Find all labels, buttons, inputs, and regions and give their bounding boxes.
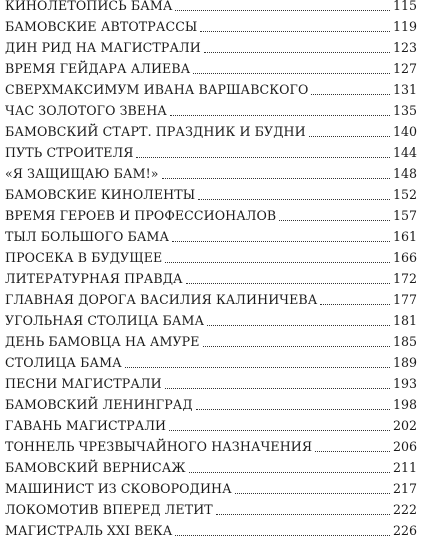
- toc-entry-page: 144: [392, 145, 417, 160]
- dot-leader: [200, 30, 390, 32]
- dot-leader: [207, 324, 390, 326]
- toc-entry: [5, 59, 417, 79]
- toc-entry: [5, 479, 417, 499]
- toc-entry-title: БАМОВСКИЙ ВЕРНИСАЖ: [5, 460, 186, 475]
- dot-leader: [193, 72, 390, 74]
- dot-leader: [165, 387, 390, 389]
- toc-entry-title: ПЕСНИ МАГИСТРАЛИ: [5, 376, 162, 391]
- toc-entry-title: ВРЕМЯ ГЕЙДАРА АЛИЕВА: [5, 61, 191, 76]
- dot-leader: [320, 303, 390, 305]
- toc-entry-page: 157: [392, 208, 417, 223]
- toc-entry-page: 140: [392, 124, 417, 139]
- toc-entry-page: 185: [392, 334, 417, 349]
- toc-entry-title: МАШИНИСТ ИЗ СКОВОРОДИНА: [5, 481, 232, 496]
- toc-entry: [5, 248, 417, 268]
- toc-entry-page: 202: [392, 418, 417, 433]
- toc-entry: [5, 416, 417, 436]
- dot-leader: [279, 219, 390, 221]
- toc-entry: [5, 17, 417, 37]
- dot-leader: [186, 282, 390, 284]
- dot-leader: [169, 429, 390, 431]
- toc-entry-title: УГОЛЬНАЯ СТОЛИЦА БАМА: [5, 313, 205, 328]
- toc-entry: [5, 332, 417, 352]
- dot-leader: [165, 261, 390, 263]
- toc-entry: [5, 38, 417, 58]
- toc-entry: [5, 353, 417, 373]
- toc-entry-title: СВЕРХМАКСИМУМ ИВАНА ВАРШАВСКОГО: [5, 82, 309, 97]
- toc-entry: [5, 164, 417, 184]
- dot-leader: [309, 135, 390, 137]
- toc-entry-title: ДЕНЬ БАМОВЦА НА АМУРЕ: [5, 334, 200, 349]
- toc-entry-page: 172: [392, 271, 417, 286]
- toc-entry-title: БАМОВСКИЙ СТАРТ. ПРАЗДНИК И БУДНИ: [5, 124, 306, 139]
- toc-entry: [5, 122, 417, 142]
- dot-leader: [175, 9, 389, 11]
- toc-entry-title: ГЛАВНАЯ ДОРОГА ВАСИЛИЯ КАЛИНИЧЕВА: [5, 292, 318, 307]
- toc-entry-title: ЛИТЕРАТУРНАЯ ПРАВДА: [5, 271, 183, 286]
- toc-entry: [5, 206, 417, 226]
- toc-entry: [5, 374, 417, 394]
- dot-leader: [162, 177, 390, 179]
- toc-entry-title: ВРЕМЯ ГЕРОЕВ И ПРОФЕССИОНАЛОВ: [5, 208, 277, 223]
- toc-entry-title: ЧАС ЗОЛОТОГО ЗВЕНА: [5, 103, 167, 118]
- toc-entry: [5, 311, 417, 331]
- toc-entry-page: 152: [392, 187, 417, 202]
- toc-entry-page: 148: [392, 166, 417, 181]
- toc-entry-title: БАМОВСКИЙ ЛЕНИНГРАД: [5, 397, 193, 412]
- dot-leader: [203, 345, 390, 347]
- toc-entry-page: 189: [392, 355, 417, 370]
- toc-entry-page: 161: [392, 229, 417, 244]
- dot-leader: [235, 492, 390, 494]
- toc-entry-page: 193: [392, 376, 417, 391]
- toc-entry-page: 181: [392, 313, 417, 328]
- dot-leader: [198, 198, 390, 200]
- toc-entry-page: 135: [392, 103, 417, 118]
- toc-entry-title: ПУТЬ СТРОИТЕЛЯ: [5, 145, 134, 160]
- toc-entry-title: ПРОСЕКА В БУДУЩЕЕ: [5, 250, 163, 265]
- toc-entry-title: «Я ЗАЩИЩАЮ БАМ!»: [5, 166, 159, 181]
- toc-entry: [5, 101, 417, 121]
- dot-leader: [311, 93, 390, 95]
- toc-entry-page: 119: [392, 19, 417, 34]
- toc-entry-page: 177: [392, 292, 417, 307]
- toc-entry-page: 211: [392, 460, 417, 475]
- toc-entry-title: КИНОЛЕТОПИСЬ БАМА: [5, 0, 173, 13]
- dot-leader: [170, 114, 390, 116]
- dot-leader: [175, 534, 390, 536]
- dot-leader: [196, 408, 390, 410]
- toc-entry-title: МАГИСТРАЛЬ XXI ВЕКА: [5, 523, 173, 538]
- toc-entry: [5, 395, 417, 415]
- dot-leader: [216, 513, 390, 515]
- toc-entry-title: БАМОВСКИЕ КИНОЛЕНТЫ: [5, 187, 196, 202]
- toc-entry-title: ТОННЕЛЬ ЧРЕЗВЫЧАЙНОГО НАЗНАЧЕНИЯ: [5, 439, 313, 454]
- dot-leader: [315, 450, 390, 452]
- toc-entry-title: ТЫЛ БОЛЬШОГО БАМА: [5, 229, 170, 244]
- dot-leader: [125, 366, 390, 368]
- dot-leader: [204, 51, 390, 53]
- toc-entry: [5, 500, 417, 520]
- dot-leader: [189, 471, 390, 473]
- toc-entry: [5, 0, 417, 16]
- toc-entry: [5, 227, 417, 247]
- toc-entry: [5, 143, 417, 163]
- toc-entry: [5, 80, 417, 100]
- toc-entry-page: 206: [392, 439, 417, 454]
- dot-leader: [172, 240, 390, 242]
- toc-entry-page: 166: [392, 250, 417, 265]
- toc-entry-title: ДИН РИД НА МАГИСТРАЛИ: [5, 40, 201, 55]
- toc-entry-page: 131: [392, 82, 417, 97]
- toc-entry-page: 217: [392, 481, 417, 496]
- toc-entry-page: 222: [392, 502, 417, 517]
- toc-entry-title: ГАВАНЬ МАГИСТРАЛИ: [5, 418, 167, 433]
- toc-entry-page: 123: [392, 40, 417, 55]
- toc-entry-page: 198: [392, 397, 417, 412]
- toc-entry: [5, 269, 417, 289]
- toc-entry: [5, 185, 417, 205]
- toc-entry: [5, 290, 417, 310]
- toc-entry-page: 226: [392, 523, 417, 538]
- toc-entry-title: БАМОВСКИЕ АВТОТРАССЫ: [5, 19, 198, 34]
- toc-entry-title: СТОЛИЦА БАМА: [5, 355, 122, 370]
- dot-leader: [136, 156, 389, 158]
- toc-entry-title: ЛОКОМОТИВ ВПЕРЕД ЛЕТИТ: [5, 502, 213, 517]
- toc-entry-page: 127: [392, 61, 417, 76]
- toc-entry: [5, 458, 417, 478]
- toc-entry-page: 115: [392, 0, 417, 13]
- toc-entry: [5, 521, 417, 541]
- toc-entry: [5, 437, 417, 457]
